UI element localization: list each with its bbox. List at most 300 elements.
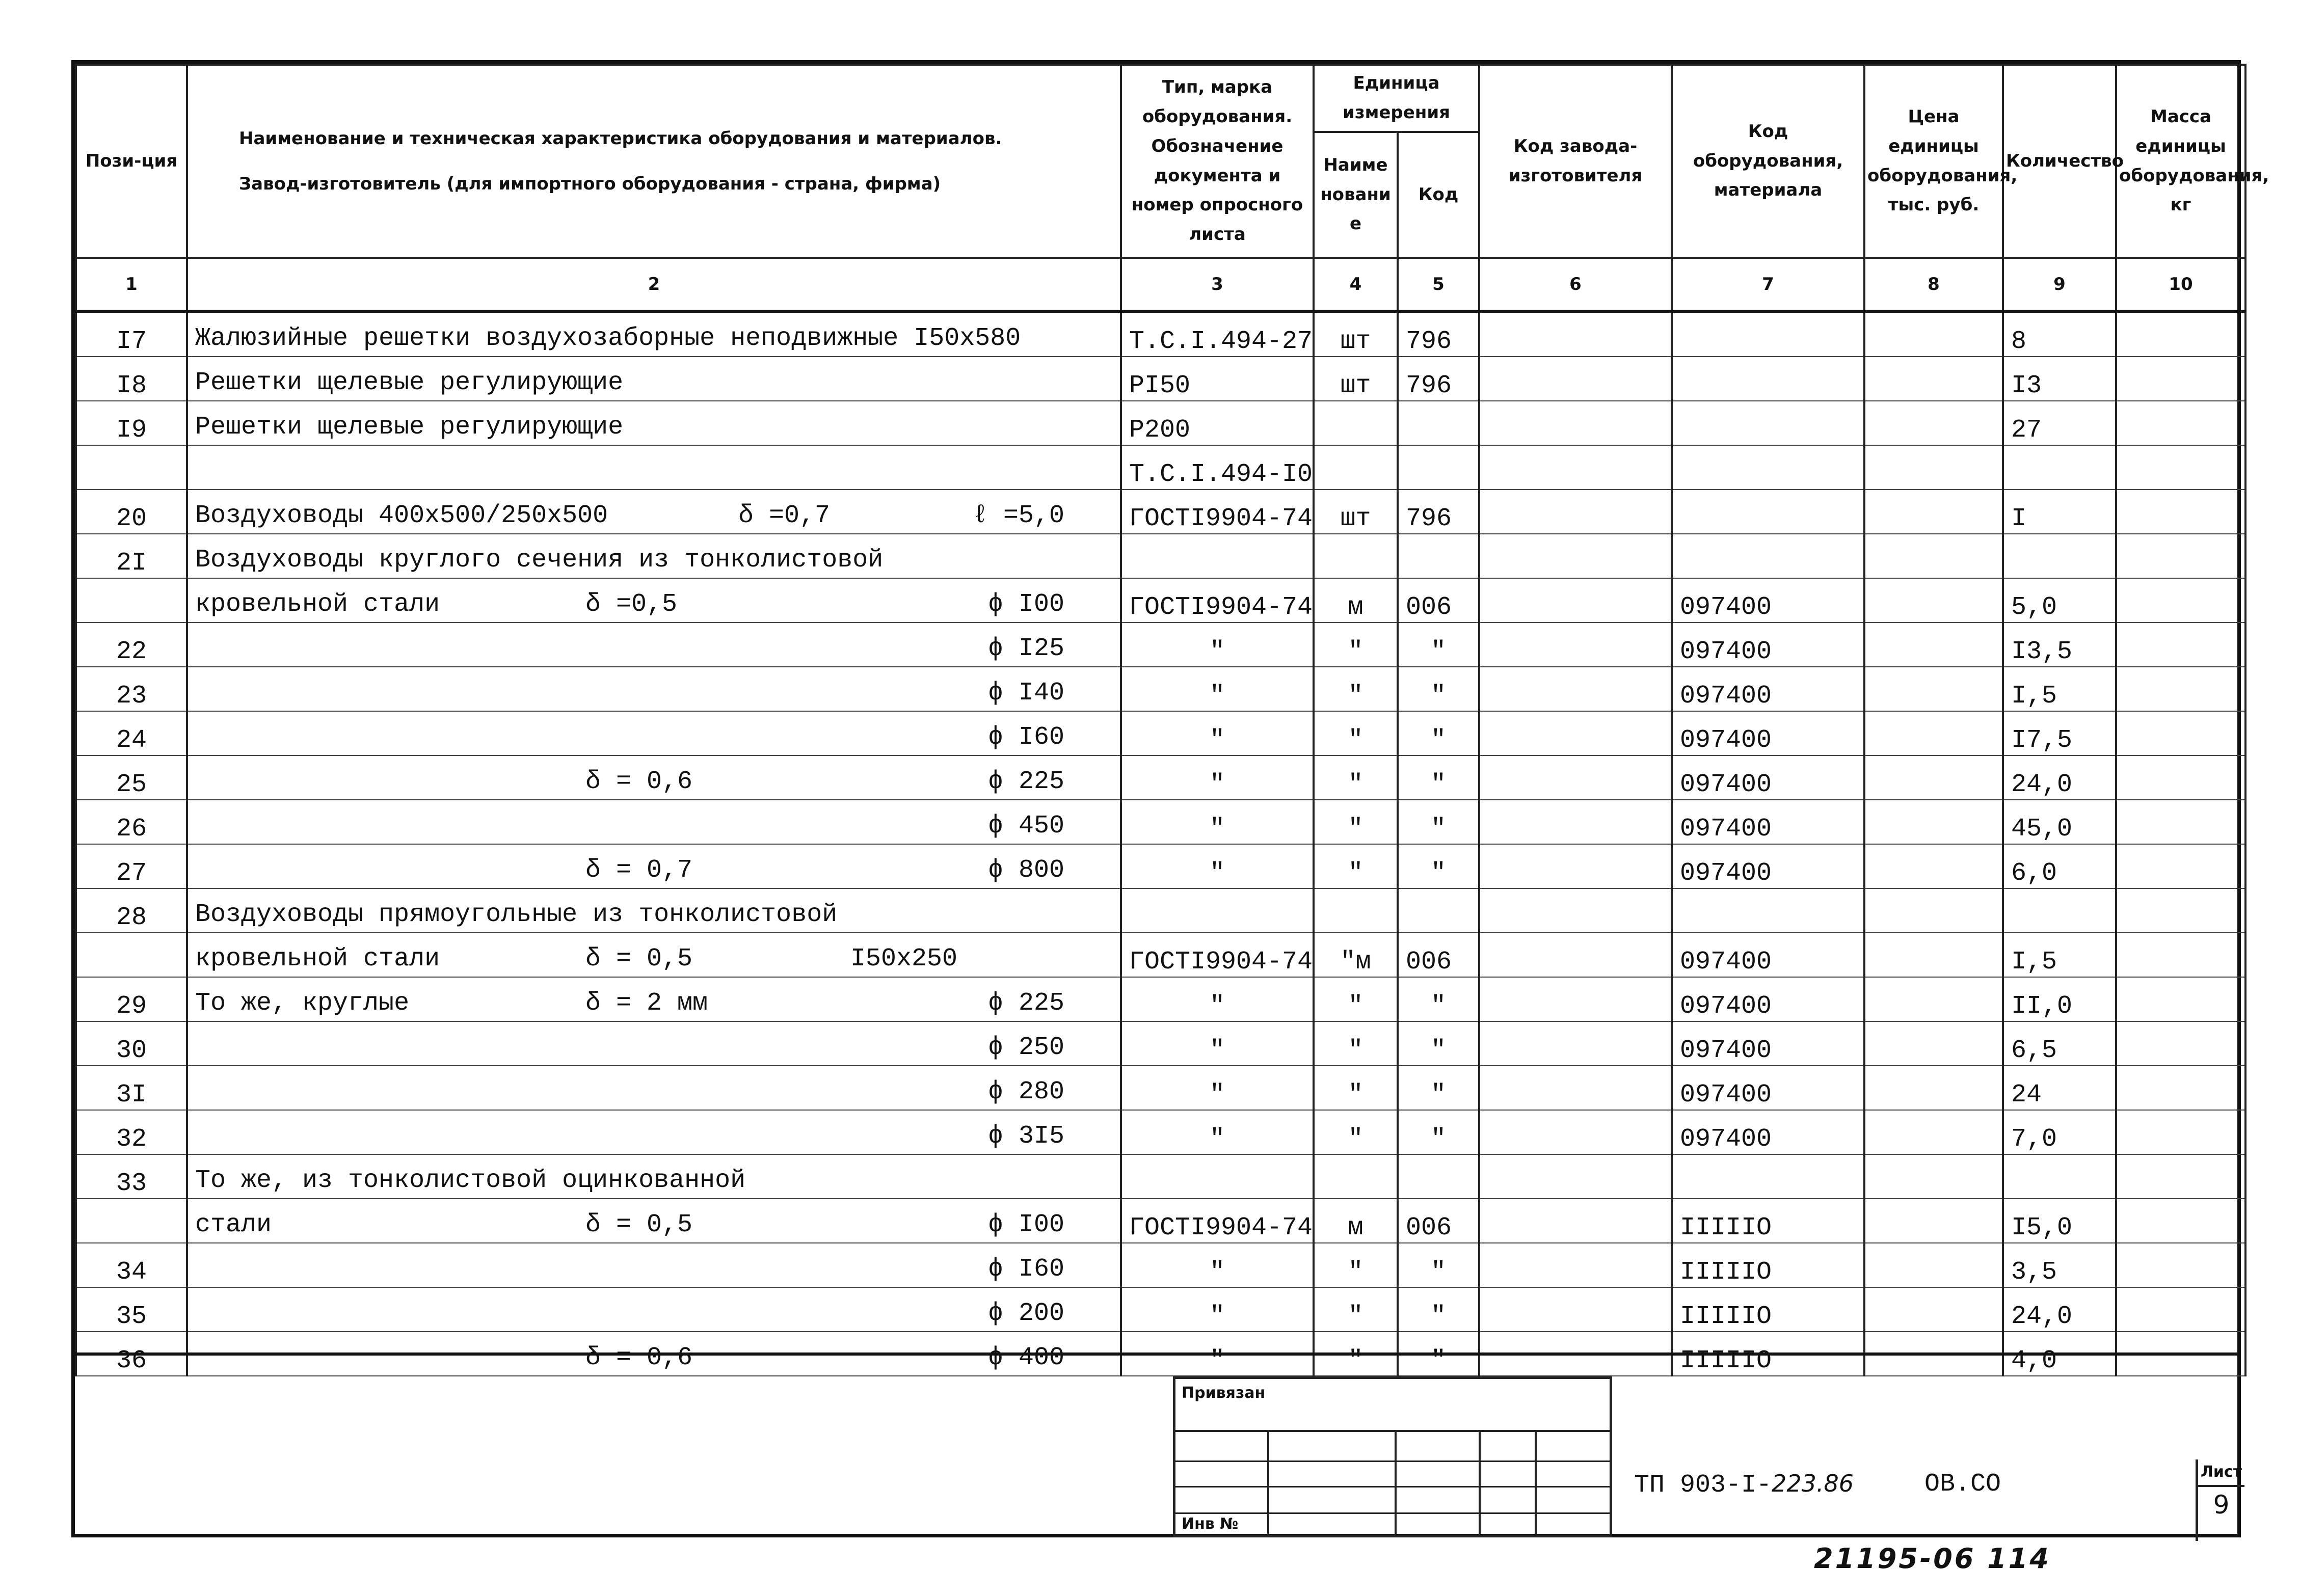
table-row [76, 490, 2245, 534]
cell-position: 32 [76, 1110, 187, 1154]
table-row [76, 578, 2245, 623]
cell-name-text: Воздуховоды 400х500/250х500 [195, 501, 608, 530]
cell-qty: I7,5 [2003, 711, 2116, 755]
cell-diameter: ϕ 200 [988, 1299, 1065, 1328]
cell-name [187, 844, 1121, 888]
header-unit-code: Код [1418, 184, 1459, 205]
cell-type: PI50 [1121, 357, 1314, 401]
cell-mass [2116, 1021, 2245, 1066]
footer-divider [75, 1352, 2237, 1356]
cell-position: 25 [76, 755, 187, 800]
cell-maker-code [1479, 578, 1672, 623]
cell-name-text: кровельной стали [195, 590, 440, 619]
cell-name-text: То же, круглые [195, 989, 410, 1018]
cell-equip-code [1672, 534, 1864, 578]
cell-position: 27 [76, 844, 187, 888]
column-number-1: 1 [76, 258, 187, 311]
table-row [76, 755, 2245, 800]
cell-unit-name: " [1314, 1021, 1398, 1066]
sheet-number: 9 [2213, 1490, 2230, 1520]
cell-position [76, 1199, 187, 1243]
column-number-2: 2 [187, 258, 1121, 311]
cell-maker-code [1479, 977, 1672, 1021]
table-row [76, 1287, 2245, 1332]
cell-unit-code: " [1398, 623, 1479, 667]
cell-equip-code: 097400 [1672, 623, 1864, 667]
cell-thickness: δ =0,5 [585, 590, 678, 619]
cell-unit-name [1314, 401, 1398, 445]
cell-position: 36 [76, 1332, 187, 1376]
table-row [76, 800, 2245, 844]
table-row [76, 1021, 2245, 1066]
cell-unit-code [1398, 534, 1479, 578]
cell-price [1864, 977, 2003, 1021]
table-row [76, 445, 2245, 490]
cell-position: 20 [76, 490, 187, 534]
cell-qty: 4,0 [2003, 1332, 2116, 1376]
cell-mass [2116, 933, 2245, 977]
cell-unit-code: 796 [1398, 311, 1479, 357]
cell-price [1864, 667, 2003, 711]
cell-unit-code [1398, 888, 1479, 933]
cell-mass [2116, 1154, 2245, 1199]
cell-diameter: ϕ 225 [988, 767, 1065, 796]
cell-qty: I [2003, 490, 2116, 534]
cell-name [187, 888, 1121, 933]
header-unit [1314, 65, 1479, 258]
cell-unit-name: м [1314, 578, 1398, 623]
cell-name [187, 534, 1121, 578]
cell-position: 3I [76, 1066, 187, 1110]
cell-equip-code: 097400 [1672, 711, 1864, 755]
cell-price [1864, 933, 2003, 977]
cell-qty: 24,0 [2003, 1287, 2116, 1332]
cell-equip-code: 097400 [1672, 578, 1864, 623]
cell-type: " [1121, 977, 1314, 1021]
table-row [76, 933, 2245, 977]
archive-number: 21195-06 114 [1814, 1543, 2051, 1575]
cell-maker-code [1479, 1154, 1672, 1199]
cell-qty: 24 [2003, 1066, 2116, 1110]
cell-unit-code: " [1398, 977, 1479, 1021]
cell-name [187, 1199, 1121, 1243]
cell-unit-name: " [1314, 667, 1398, 711]
cell-type [1121, 534, 1314, 578]
cell-mass [2116, 490, 2245, 534]
cell-name-text: Решетки щелевые регулирующие [195, 368, 624, 397]
cell-diameter: ϕ 3I5 [988, 1122, 1065, 1151]
header-position: Пози-ция [76, 65, 187, 258]
cell-price [1864, 755, 2003, 800]
cell-mass [2116, 357, 2245, 401]
cell-qty [2003, 888, 2116, 933]
cell-unit-code [1398, 401, 1479, 445]
cell-qty: 27 [2003, 401, 2116, 445]
cell-equip-code: 097400 [1672, 1066, 1864, 1110]
cell-equip-code: 097400 [1672, 1021, 1864, 1066]
cell-mass [2116, 1066, 2245, 1110]
cell-qty: 5,0 [2003, 578, 2116, 623]
column-number-7: 7 [1672, 258, 1864, 311]
column-number-6: 6 [1479, 258, 1672, 311]
cell-mass [2116, 401, 2245, 445]
column-number-8: 8 [1864, 258, 2003, 311]
cell-equip-code: 097400 [1672, 755, 1864, 800]
cell-maker-code [1479, 490, 1672, 534]
cell-unit-name: " [1314, 1243, 1398, 1287]
table-row [76, 311, 2245, 357]
cell-unit-name [1314, 888, 1398, 933]
table-row [76, 623, 2245, 667]
cell-maker-code [1479, 711, 1672, 755]
cell-unit-name: "м [1314, 933, 1398, 977]
cell-maker-code [1479, 800, 1672, 844]
cell-equip-code: IIIIIO [1672, 1287, 1864, 1332]
cell-type: " [1121, 1021, 1314, 1066]
cell-unit-code: " [1398, 755, 1479, 800]
document-section: ОВ.СО [1924, 1470, 2001, 1499]
cell-diameter: ϕ I25 [988, 634, 1065, 663]
cell-name-text: кровельной стали [195, 944, 440, 973]
cell-name [187, 755, 1121, 800]
cell-price [1864, 1021, 2003, 1066]
cell-name [187, 711, 1121, 755]
cell-qty: 6,0 [2003, 844, 2116, 888]
cell-length: ℓ =5,0 [973, 501, 1065, 530]
cell-unit-name [1314, 1154, 1398, 1199]
cell-unit-name: " [1314, 844, 1398, 888]
cell-unit-code: " [1398, 667, 1479, 711]
cell-unit-code: 006 [1398, 578, 1479, 623]
cell-equip-code: 097400 [1672, 667, 1864, 711]
cell-qty: I5,0 [2003, 1199, 2116, 1243]
cell-price [1864, 1243, 2003, 1287]
cell-diameter: ϕ 225 [988, 989, 1065, 1018]
cell-price [1864, 401, 2003, 445]
table-row [76, 1199, 2245, 1243]
cell-unit-name: " [1314, 755, 1398, 800]
cell-unit-code: " [1398, 1332, 1479, 1376]
cell-maker-code [1479, 357, 1672, 401]
cell-unit-code: " [1398, 1243, 1479, 1287]
cell-unit-code: " [1398, 1021, 1479, 1066]
cell-unit-name: " [1314, 1332, 1398, 1376]
cell-price [1864, 1154, 2003, 1199]
cell-qty: I3 [2003, 357, 2116, 401]
column-number-9: 9 [2003, 258, 2116, 311]
header-price: Цена единицы оборудования, тыс. руб. [1864, 65, 2003, 258]
cell-qty: 8 [2003, 311, 2116, 357]
cell-name-text: Воздуховоды круглого сечения из тонколистовой [195, 546, 884, 575]
cell-equip-code [1672, 311, 1864, 357]
cell-mass [2116, 578, 2245, 623]
cell-position: 28 [76, 888, 187, 933]
cell-thickness: δ = 0,5 [585, 1210, 693, 1239]
cell-name [187, 401, 1121, 445]
sheet-number-box [2196, 1459, 2244, 1541]
cell-name [187, 1110, 1121, 1154]
header-mass: Масса единицы оборудования, кг [2116, 65, 2245, 258]
cell-name-text: Воздуховоды прямоугольные из тонколистовой [195, 900, 838, 929]
cell-maker-code [1479, 844, 1672, 888]
cell-price [1864, 1066, 2003, 1110]
cell-position: 35 [76, 1287, 187, 1332]
cell-qty: 6,5 [2003, 1021, 2116, 1066]
cell-unit-code: " [1398, 1066, 1479, 1110]
cell-unit-name: шт [1314, 490, 1398, 534]
cell-equip-code: 097400 [1672, 977, 1864, 1021]
cell-diameter: ϕ 250 [988, 1033, 1065, 1062]
cell-thickness: δ = 0,7 [585, 856, 693, 885]
cell-thickness: δ = 0,6 [585, 1343, 693, 1372]
cell-type: Т.С.I.494-27 [1121, 311, 1314, 357]
cell-diameter: ϕ 400 [988, 1343, 1065, 1372]
header-unit-name: Наименование [1315, 133, 1399, 257]
cell-mass [2116, 711, 2245, 755]
table-row [76, 977, 2245, 1021]
cell-price [1864, 888, 2003, 933]
table-row [76, 357, 2245, 401]
sheet-label: Лист [2198, 1459, 2244, 1487]
cell-unit-name: " [1314, 1110, 1398, 1154]
cell-unit-code: 796 [1398, 357, 1479, 401]
cell-type: ГОСТI9904-74 [1121, 1199, 1314, 1243]
table-row [76, 401, 2245, 445]
cell-type: " [1121, 667, 1314, 711]
cell-diameter: ϕ 450 [988, 811, 1065, 841]
cell-name [187, 357, 1121, 401]
cell-name [187, 800, 1121, 844]
cell-maker-code [1479, 1199, 1672, 1243]
cell-unit-name: " [1314, 977, 1398, 1021]
cell-qty: 7,0 [2003, 1110, 2116, 1154]
spec-sheet [71, 60, 2269, 1537]
cell-equip-code: 097400 [1672, 800, 1864, 844]
cell-position: 33 [76, 1154, 187, 1199]
column-number-3: 3 [1121, 258, 1314, 311]
cell-unit-name: " [1314, 711, 1398, 755]
cell-diameter: ϕ I00 [988, 1210, 1065, 1239]
cell-name [187, 445, 1121, 490]
cell-mass [2116, 1243, 2245, 1287]
cell-position [76, 445, 187, 490]
header-type: Тип, марка оборудования. Обозначение документа и номер опросного листа [1121, 65, 1314, 258]
cell-maker-code [1479, 623, 1672, 667]
cell-unit-name: м [1314, 1199, 1398, 1243]
cell-type [1121, 1154, 1314, 1199]
cell-position: I9 [76, 401, 187, 445]
document-number-text: ТП 903-I- [1634, 1471, 1772, 1500]
cell-price [1864, 623, 2003, 667]
cell-type: " [1121, 711, 1314, 755]
cell-name [187, 1243, 1121, 1287]
document-number-handwritten: 223.86 [1772, 1470, 1854, 1497]
cell-unit-name: шт [1314, 311, 1398, 357]
cell-thickness: δ = 0,5 [585, 944, 693, 973]
cell-price [1864, 844, 2003, 888]
cell-unit-code: 006 [1398, 933, 1479, 977]
cell-diameter: I50х250 [850, 944, 958, 973]
cell-mass [2116, 623, 2245, 667]
header-maker-code: Код завода-изготовителя [1479, 65, 1672, 258]
cell-name [187, 977, 1121, 1021]
cell-mass [2116, 311, 2245, 357]
cell-price [1864, 1110, 2003, 1154]
cell-unit-name [1314, 534, 1398, 578]
cell-type: " [1121, 1110, 1314, 1154]
cell-mass [2116, 534, 2245, 578]
column-number-4: 4 [1314, 258, 1398, 311]
cell-type: ГОСТI9904-74 [1121, 933, 1314, 977]
cell-qty: II,0 [2003, 977, 2116, 1021]
header-unit-group: Единица измерения [1315, 66, 1478, 133]
cell-name-text: стали [195, 1210, 272, 1239]
cell-qty: I,5 [2003, 667, 2116, 711]
table-row [76, 667, 2245, 711]
cell-qty [2003, 534, 2116, 578]
cell-unit-code: " [1398, 844, 1479, 888]
cell-mass [2116, 1110, 2245, 1154]
cell-equip-code [1672, 888, 1864, 933]
cell-unit-code: " [1398, 711, 1479, 755]
cell-unit-code: 006 [1398, 1199, 1479, 1243]
table-row [76, 1154, 2245, 1199]
cell-position: 26 [76, 800, 187, 844]
cell-type: P200 [1121, 401, 1314, 445]
cell-name [187, 490, 1121, 534]
cell-qty [2003, 1154, 2116, 1199]
cell-mass [2116, 445, 2245, 490]
cell-name-text: Решетки щелевые регулирующие [195, 413, 624, 442]
document-number [1634, 1470, 1854, 1500]
cell-mass [2116, 844, 2245, 888]
cell-position: 2I [76, 534, 187, 578]
cell-type: ГОСТI9904-74 [1121, 490, 1314, 534]
cell-price [1864, 445, 2003, 490]
cell-unit-name: " [1314, 623, 1398, 667]
cell-maker-code [1479, 401, 1672, 445]
cell-type: " [1121, 1332, 1314, 1376]
header-qty: Количество [2003, 65, 2116, 258]
cell-unit-code [1398, 445, 1479, 490]
cell-price [1864, 490, 2003, 534]
cell-equip-code [1672, 401, 1864, 445]
cell-mass [2116, 1287, 2245, 1332]
cell-price [1864, 534, 2003, 578]
cell-equip-code: 097400 [1672, 933, 1864, 977]
specification-table [75, 64, 2269, 1376]
cell-price [1864, 711, 2003, 755]
cell-equip-code [1672, 1154, 1864, 1199]
cell-unit-code: " [1398, 1287, 1479, 1332]
column-number-10: 10 [2116, 258, 2245, 311]
table-row [76, 888, 2245, 933]
cell-equip-code: 097400 [1672, 1110, 1864, 1154]
cell-price [1864, 800, 2003, 844]
cell-unit-code: " [1398, 1110, 1479, 1154]
cell-type: ГОСТI9904-74 [1121, 578, 1314, 623]
cell-type: Т.С.I.494-I0 [1121, 445, 1314, 490]
cell-price [1864, 1199, 2003, 1243]
header-name [187, 65, 1121, 258]
cell-position [76, 578, 187, 623]
cell-qty: 45,0 [2003, 800, 2116, 844]
table-row [76, 844, 2245, 888]
header-name-line2: Завод-изготовитель (для импортного оборудования - страна, фирма) [239, 173, 941, 194]
cell-diameter: ϕ 280 [988, 1077, 1065, 1106]
cell-unit-name: " [1314, 1066, 1398, 1110]
cell-maker-code [1479, 1243, 1672, 1287]
cell-name [187, 1287, 1121, 1332]
cell-unit-name: " [1314, 1287, 1398, 1332]
cell-maker-code [1479, 1066, 1672, 1110]
cell-type: " [1121, 623, 1314, 667]
cell-position: 34 [76, 1243, 187, 1287]
cell-unit-name [1314, 445, 1398, 490]
table-row [76, 534, 2245, 578]
table-row [76, 711, 2245, 755]
binding-stamp [1173, 1376, 1612, 1537]
cell-name [187, 578, 1121, 623]
stamp-label: Привязан [1182, 1384, 1266, 1402]
cell-diameter: ϕ I60 [988, 723, 1065, 752]
column-number-5: 5 [1398, 258, 1479, 311]
cell-mass [2116, 1199, 2245, 1243]
cell-name [187, 623, 1121, 667]
cell-mass [2116, 667, 2245, 711]
cell-type: " [1121, 755, 1314, 800]
cell-qty: I,5 [2003, 933, 2116, 977]
cell-unit-code: " [1398, 800, 1479, 844]
cell-diameter: ϕ I60 [988, 1255, 1065, 1284]
cell-thickness: δ =0,7 [738, 501, 831, 530]
cell-thickness: δ = 2 мм [585, 989, 708, 1018]
cell-qty: 24,0 [2003, 755, 2116, 800]
cell-unit-code: 796 [1398, 490, 1479, 534]
cell-diameter: ϕ 800 [988, 856, 1065, 885]
cell-maker-code [1479, 534, 1672, 578]
cell-maker-code [1479, 667, 1672, 711]
cell-position: I8 [76, 357, 187, 401]
cell-maker-code [1479, 445, 1672, 490]
cell-position: 24 [76, 711, 187, 755]
cell-maker-code [1479, 1110, 1672, 1154]
cell-equip-code: 097400 [1672, 844, 1864, 888]
cell-name [187, 1066, 1121, 1110]
cell-price [1864, 578, 2003, 623]
cell-name [187, 933, 1121, 977]
cell-name-text: Жалюзийные решетки воздухозаборные неподвижные I50х580 [195, 324, 1021, 353]
table-row [76, 1066, 2245, 1110]
cell-unit-code [1398, 1154, 1479, 1199]
cell-equip-code [1672, 490, 1864, 534]
cell-maker-code [1479, 888, 1672, 933]
cell-mass [2116, 755, 2245, 800]
cell-mass [2116, 800, 2245, 844]
cell-equip-code: IIIIIO [1672, 1199, 1864, 1243]
cell-equip-code [1672, 357, 1864, 401]
table-row [76, 1243, 2245, 1287]
cell-name [187, 311, 1121, 357]
cell-name [187, 1021, 1121, 1066]
cell-qty: 3,5 [2003, 1243, 2116, 1287]
cell-unit-name: шт [1314, 357, 1398, 401]
cell-type [1121, 888, 1314, 933]
cell-qty: I3,5 [2003, 623, 2116, 667]
cell-type: " [1121, 844, 1314, 888]
cell-type: " [1121, 800, 1314, 844]
cell-position: I7 [76, 311, 187, 357]
